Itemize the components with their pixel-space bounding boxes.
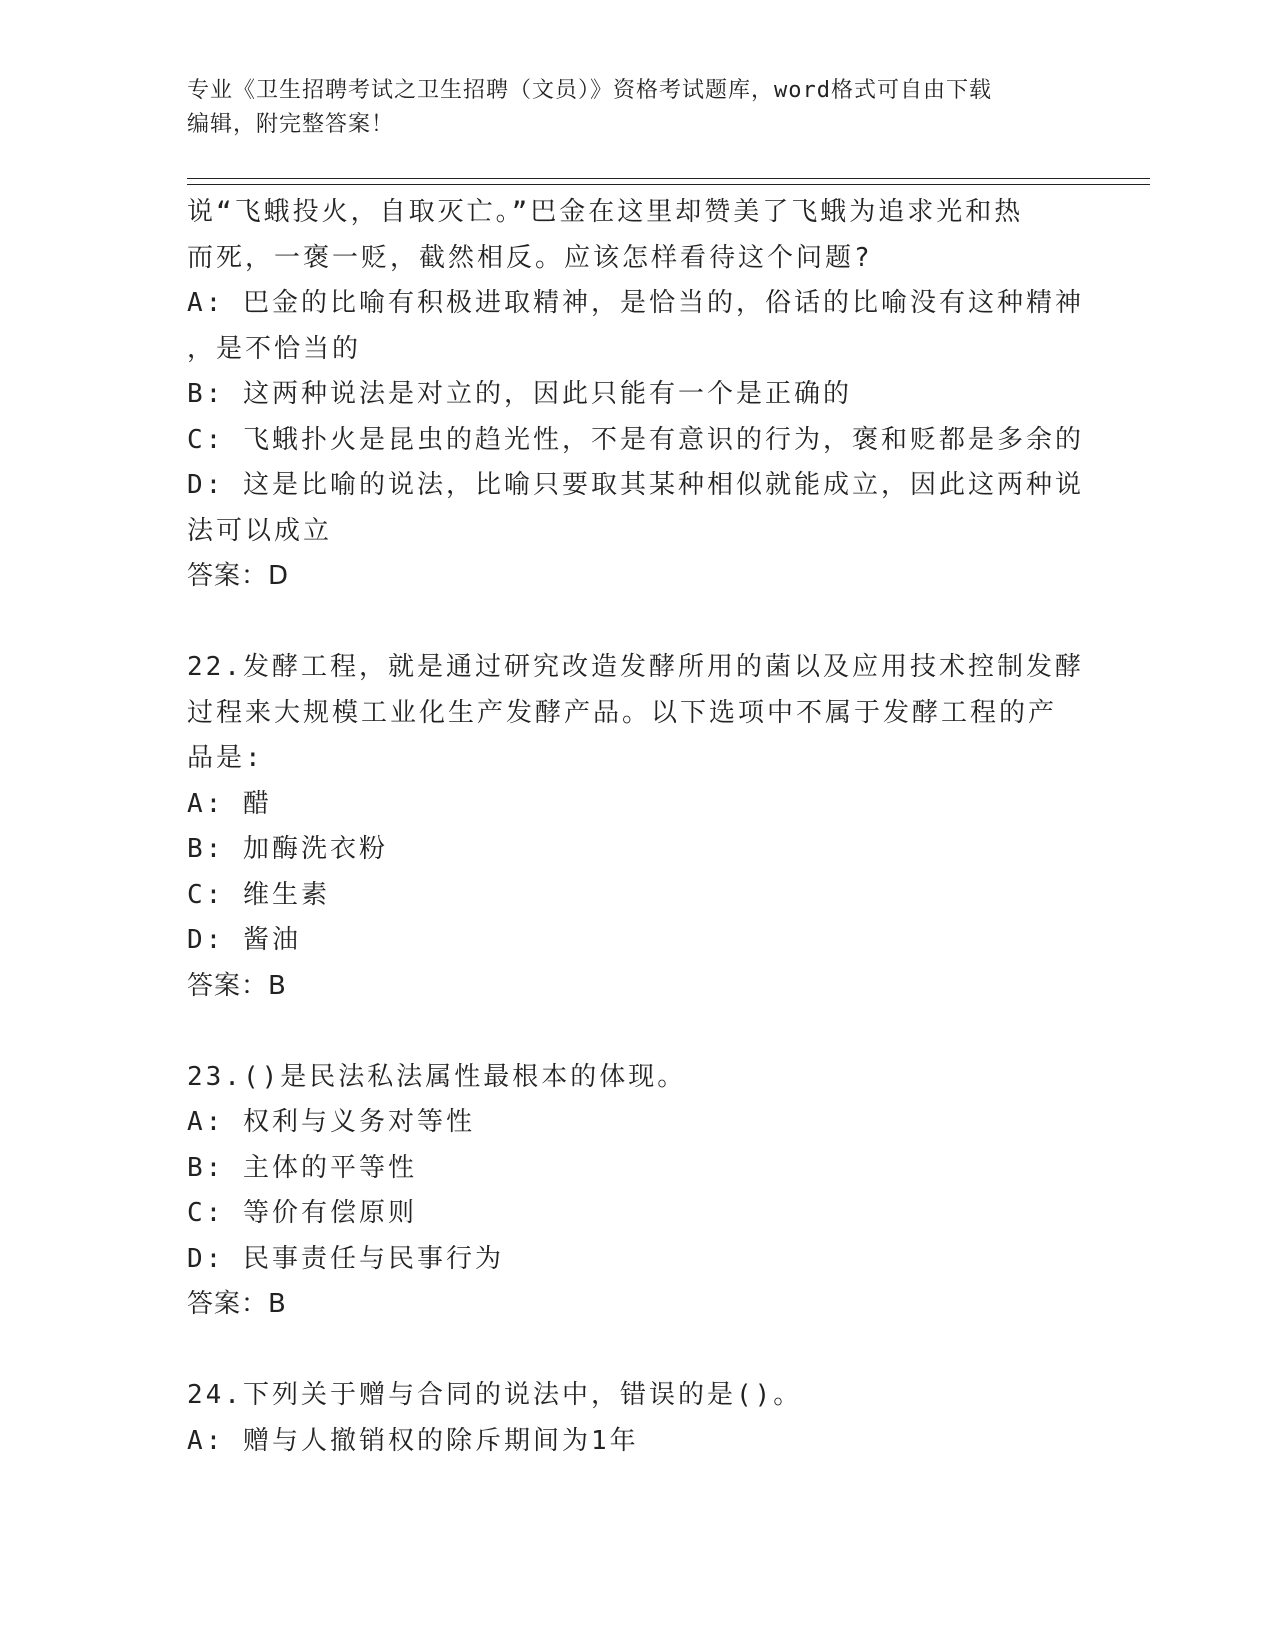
answer-label: 答案：B — [187, 970, 287, 1001]
option-a-continued: ，是不恰当的 — [187, 333, 362, 364]
option-b: B: 加酶洗衣粉 — [187, 834, 388, 864]
option-b: B: 这两种说法是对立的，因此只能有一个是正确的 — [187, 379, 852, 409]
question-stem: 22.发酵工程，就是通过研究改造发酵所用的菌以及应用技术控制发酵 — [187, 652, 1084, 682]
question-stem: 24.下列关于赠与合同的说法中，错误的是()。 — [187, 1380, 803, 1410]
question-stem: 23.()是民法私法属性最根本的体现。 — [187, 1061, 687, 1092]
question-21 — [187, 190, 1087, 600]
question-23 — [187, 1055, 1087, 1328]
option-d-continued: 法可以成立 — [187, 515, 333, 546]
question-list — [187, 190, 1087, 1464]
option-c: C: 等价有偿原则 — [187, 1198, 417, 1228]
header-line-1: 专业《卫生招聘考试之卫生招聘（文员）》资格考试题库，word格式可自由下载 — [187, 78, 992, 103]
option-a: A: 巴金的比喻有积极进取精神，是恰当的，俗话的比喻没有这种精神 — [187, 288, 1084, 318]
option-a: A: 赠与人撤销权的除斥期间为1年 — [187, 1425, 639, 1456]
option-d: D: 民事责任与民事行为 — [187, 1243, 504, 1274]
option-a: A: 权利与义务对等性 — [187, 1107, 475, 1137]
question-stem: 品是: — [187, 743, 264, 773]
question-stem: 而死，一褒一贬，截然相反。应该怎样看待这个问题? — [187, 242, 873, 273]
answer-label: 答案：B — [187, 1289, 287, 1319]
header-divider — [187, 178, 1150, 185]
option-d: D: 酱油 — [187, 925, 301, 955]
question-stem: 说“飞蛾投火，自取灭亡。”巴金在这里却赞美了飞蛾为追求光和热 — [187, 197, 1024, 227]
option-d: D: 这是比喻的说法，比喻只要取其某种相似就能成立，因此这两种说 — [187, 470, 1084, 500]
page-header — [187, 74, 1067, 142]
header-line-2: 编辑，附完整答案！ — [187, 112, 395, 137]
option-a: A: 醋 — [187, 788, 272, 819]
question-22 — [187, 645, 1087, 1009]
option-c: C: 飞蛾扑火是昆虫的趋光性，不是有意识的行为，褒和贬都是多余的 — [187, 424, 1084, 455]
answer-label: 答案：D — [187, 561, 290, 591]
question-stem: 过程来大规模工业化生产发酵产品。以下选项中不属于发酵工程的产 — [187, 697, 1058, 728]
option-c: C: 维生素 — [187, 879, 330, 910]
option-b: B: 主体的平等性 — [187, 1152, 417, 1183]
question-24 — [187, 1373, 1087, 1464]
